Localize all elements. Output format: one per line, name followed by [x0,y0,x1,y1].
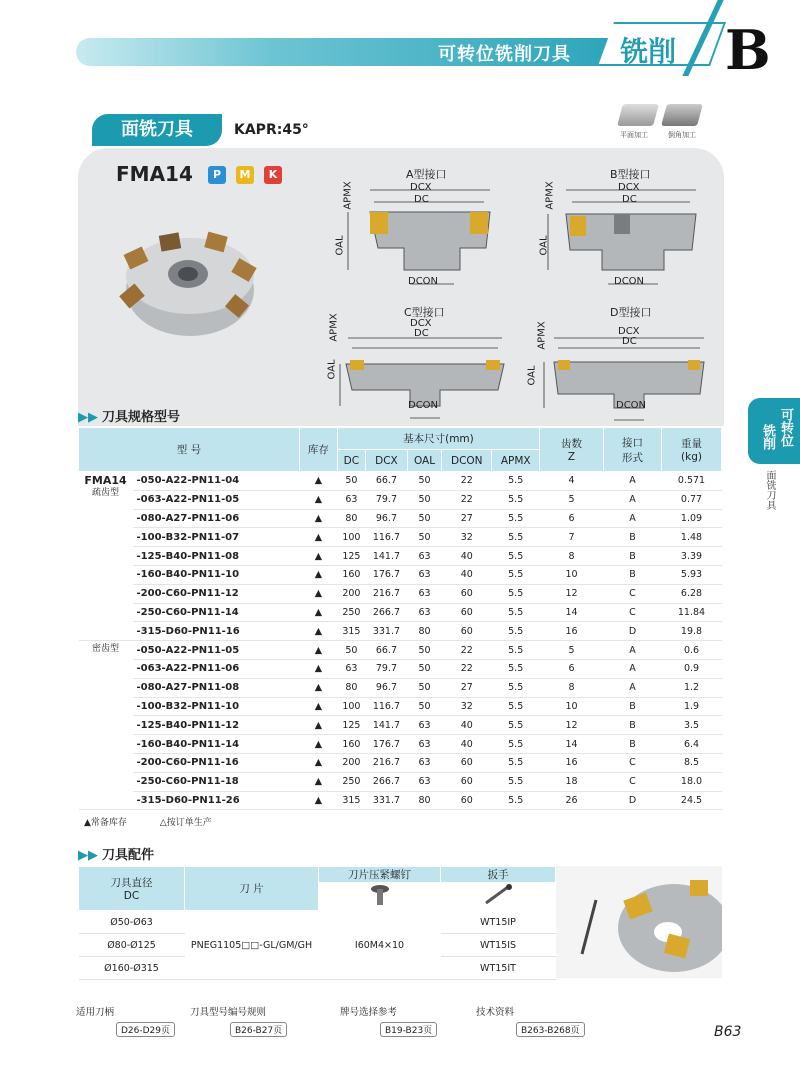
cell-dc: 50 [337,472,365,491]
cell-dc: 80 [337,678,365,697]
cell-dc: 200 [337,753,365,772]
cell-interface: C [604,603,662,622]
cell-weight: 3.39 [662,547,722,566]
cell-weight: 1.09 [662,509,722,528]
cell-apmx: 5.5 [492,565,540,584]
ref-holders-page[interactable]: D26-D29页 [116,1022,175,1037]
table-row [79,547,722,566]
screw-icon [360,883,400,907]
cell-stock: ▲ [299,603,337,622]
cell-weight: 1.2 [662,678,722,697]
cell-oal: 63 [407,565,441,584]
cell-model-code: -125-B40-PN11-08 [133,547,300,566]
diagram-c-title: C型接口 [404,306,445,319]
cell-interface: A [604,659,662,678]
cell-teeth: 14 [540,735,604,754]
cell-weight: 1.48 [662,528,722,547]
cell-dc: 315 [337,622,365,641]
cell-weight: 8.5 [662,753,722,772]
th-weight: 重量 (kg) [662,428,722,472]
cell-apmx: 5.5 [492,603,540,622]
table-row [79,697,722,716]
table-row [79,716,722,735]
cell-interface: A [604,472,662,491]
th-stock: 库存 [299,428,337,472]
table-row [79,490,722,509]
cell-oal: 63 [407,603,441,622]
cell-stock: ▲ [299,547,337,566]
table-row [79,509,722,528]
cell-dcx: 96.7 [365,509,407,528]
cell-dcx: 216.7 [365,753,407,772]
cell-dcon: 32 [442,528,492,547]
cell-apmx: 5.5 [492,697,540,716]
header-letter: B [725,18,771,82]
cell-teeth: 14 [540,603,604,622]
cell-interface: A [604,509,662,528]
cell-stock: ▲ [299,791,337,810]
cell-teeth: 5 [540,490,604,509]
cell-model-code: -200-C60-PN11-16 [133,753,300,772]
cell-dcx: 266.7 [365,603,407,622]
cell-oal: 63 [407,547,441,566]
cell-dc: 100 [337,697,365,716]
cell-interface: A [604,641,662,660]
ref-grade-page[interactable]: B19-B23页 [380,1022,437,1037]
page-number: B63 [714,1024,742,1040]
diagram-b-title: B型接口 [610,168,651,181]
cell-model-code: -125-B40-PN11-12 [133,716,300,735]
th-dcx: DCX [365,450,407,472]
cell-weight: 0.9 [662,659,722,678]
cell-dc: 315 [337,791,365,810]
cell-weight: 0.6 [662,641,722,660]
cell-model-code: -250-C60-PN11-18 [133,772,300,791]
dim-d-dc: DC [622,336,637,347]
dim-b-dcon: DCON [614,276,645,287]
cell-model-code: -200-C60-PN11-12 [133,584,300,603]
table-row [79,735,722,754]
dim-d-dcx: DCX [618,326,640,337]
dim-d-dcon: DCON [616,400,647,411]
cell-apmx: 5.5 [492,735,540,754]
cell-teeth: 16 [540,622,604,641]
cell-stock: ▲ [299,528,337,547]
cell-teeth: 5 [540,641,604,660]
double-arrow-icon: ▶▶ [78,410,98,425]
dim-d-oal: OAL [526,365,538,386]
cell-model-code: -315-D60-PN11-16 [133,622,300,641]
section-title: 面铣刀具 [92,114,222,146]
cell-weight: 0.77 [662,490,722,509]
table-row [79,565,722,584]
cell-apmx: 5.5 [492,641,540,660]
chip-label-flat: 平面加工 [620,131,648,139]
th-apmx: APMX [492,450,540,472]
flat-machining-icon [617,104,659,126]
cell-interface: C [604,584,662,603]
cell-apmx: 5.5 [492,509,540,528]
cell-oal: 63 [407,584,441,603]
acc-dia-3: Ø160-Ø315 [79,957,185,980]
cell-dcon: 40 [442,547,492,566]
cell-weight: 0.571 [662,472,722,491]
cell-dcon: 32 [442,697,492,716]
cell-model-code: -063-A22-PN11-06 [133,659,300,678]
cell-model-code: -315-D60-PN11-26 [133,791,300,810]
cell-interface: A [604,490,662,509]
ref-numbering-page[interactable]: B26-B27页 [230,1022,287,1037]
cell-stock: ▲ [299,641,337,660]
cell-weight: 6.28 [662,584,722,603]
grade-p-badge: P [208,166,226,184]
ref-numbering[interactable]: 刀具型号编号规则 B26-B27页 [190,1004,287,1037]
th-model: 型 号 [79,428,300,472]
acc-dia-2: Ø80-Ø125 [79,934,185,957]
dim-c-apmx: APMX [328,313,340,342]
dim-c-dc: DC [414,328,429,339]
dim-c-dcon: DCON [408,400,439,411]
cell-oal: 50 [407,509,441,528]
cell-stock: ▲ [299,697,337,716]
cell-weight: 18.0 [662,772,722,791]
cell-dcon: 60 [442,622,492,641]
cell-apmx: 5.5 [492,659,540,678]
dim-b-apmx: APMX [544,181,556,210]
cell-weight: 19.8 [662,622,722,641]
th-acc-wrench: 扳手 [441,867,556,883]
cell-apmx: 5.5 [492,490,540,509]
acc-dia-1: Ø50-Ø63 [79,911,185,934]
acc-screw: I60M4×10 [319,911,441,980]
table-row [79,622,722,641]
acc-insert: PNEG1105□□-GL/GM/GH [185,911,319,980]
dim-a-dcon: DCON [408,276,439,287]
cell-dcx: 216.7 [365,584,407,603]
cell-dc: 125 [337,547,365,566]
cell-stock: ▲ [299,659,337,678]
cell-oal: 63 [407,772,441,791]
group-label [79,641,133,810]
dim-b-dcx: DCX [618,182,640,193]
cell-model-code: -080-A27-PN11-08 [133,678,300,697]
cell-dcon: 60 [442,772,492,791]
cell-stock: ▲ [299,622,337,641]
cell-oal: 80 [407,622,441,641]
table-row [79,641,722,660]
cell-stock: ▲ [299,565,337,584]
cell-stock: ▲ [299,678,337,697]
th-acc-insert: 刀 片 [185,867,319,911]
dim-a-apmx: APMX [342,181,354,210]
side-tab[interactable] [748,398,800,464]
ref-tech[interactable]: 技术资料 B263-B268页 [476,1004,585,1037]
cell-apmx: 5.5 [492,547,540,566]
dim-d-apmx: APMX [536,321,548,350]
legend-order: △按订单生产 [159,818,212,828]
cell-dc: 63 [337,659,365,678]
cell-dc: 250 [337,603,365,622]
cell-dcon: 27 [442,509,492,528]
group-sub: 密齿型 [91,644,119,655]
cell-teeth: 6 [540,659,604,678]
table-row [79,678,722,697]
cell-dc: 250 [337,772,365,791]
cell-stock: ▲ [299,735,337,754]
stock-legend [84,815,242,828]
cell-weight: 24.5 [662,791,722,810]
model-name: FMA14 [116,162,193,186]
cell-model-code: -063-A22-PN11-05 [133,490,300,509]
cell-oal: 50 [407,659,441,678]
cell-oal: 50 [407,641,441,660]
cell-dcon: 40 [442,716,492,735]
table-row [79,659,722,678]
cell-dcon: 22 [442,641,492,660]
acc-wrench-1: WT15IP [441,911,556,934]
cell-interface: C [604,753,662,772]
spec-table [78,427,722,810]
spec-body [79,472,722,810]
th-dc: DC [337,450,365,472]
diagram-d-title: D型接口 [610,306,652,319]
cell-dcx: 66.7 [365,472,407,491]
cell-apmx: 5.5 [492,753,540,772]
cell-dcx: 79.7 [365,659,407,678]
cell-stock: ▲ [299,584,337,603]
cell-dcon: 60 [442,753,492,772]
cell-stock: ▲ [299,490,337,509]
cell-weight: 5.93 [662,565,722,584]
cell-interface: C [604,772,662,791]
table-row [79,791,722,810]
cell-dcon: 60 [442,584,492,603]
dim-b-oal: OAL [538,235,550,256]
ref-tech-page[interactable]: B263-B268页 [516,1022,585,1037]
cell-apmx: 5.5 [492,472,540,491]
table-row [79,772,722,791]
cell-model-code: -100-B32-PN11-07 [133,528,300,547]
th-acc-screw: 刀片压紧螺钉 [319,867,441,883]
cell-interface: B [604,735,662,754]
cell-dcx: 266.7 [365,772,407,791]
table-row [79,753,722,772]
dim-c-oal: OAL [326,359,338,380]
cell-oal: 80 [407,791,441,810]
dim-a-dcx: DCX [410,182,432,193]
cell-dc: 80 [337,509,365,528]
cell-teeth: 7 [540,528,604,547]
cell-oal: 63 [407,735,441,754]
cell-dcx: 116.7 [365,528,407,547]
chip-label-chamfer: 倒角加工 [668,131,696,139]
cell-interface: B [604,547,662,566]
cell-apmx: 5.5 [492,791,540,810]
table-row [79,472,722,491]
screw-image-cell [319,883,441,911]
table-row [79,603,722,622]
side-tab-col2: 可转位 [778,408,793,447]
cell-oal: 63 [407,753,441,772]
cell-stock: ▲ [299,772,337,791]
cell-dc: 125 [337,716,365,735]
cell-oal: 50 [407,490,441,509]
group-sub: 疏齿型 [91,488,119,498]
cell-interface: B [604,716,662,735]
cell-apmx: 5.5 [492,528,540,547]
group-label [79,472,133,641]
cell-dcx: 331.7 [365,622,407,641]
cell-dc: 200 [337,584,365,603]
cell-dcx: 141.7 [365,547,407,566]
cell-dcon: 40 [442,735,492,754]
cell-apmx: 5.5 [492,716,540,735]
cell-apmx: 5.5 [492,772,540,791]
grade-k-badge: K [264,166,282,184]
cell-stock: ▲ [299,472,337,491]
cell-dcon: 22 [442,490,492,509]
th-interface: 接口 形式 [604,428,662,472]
th-teeth: 齿数 Z [540,428,604,472]
wrench-icon [478,883,518,907]
cell-oal: 50 [407,678,441,697]
side-tab-col1: 铣削 [760,424,775,450]
cell-weight: 11.84 [662,603,722,622]
cell-teeth: 10 [540,565,604,584]
cell-apmx: 5.5 [492,584,540,603]
header-title: 可转位铣削刀具 [438,44,571,65]
cell-oal: 50 [407,697,441,716]
cell-model-code: -160-B40-PN11-14 [133,735,300,754]
grade-m-badge: M [236,166,254,184]
header-section: 铣削 [620,35,677,68]
accessory-table [78,866,556,980]
cell-dcx: 176.7 [365,565,407,584]
cell-dc: 160 [337,735,365,754]
cell-oal: 50 [407,472,441,491]
cell-teeth: 4 [540,472,604,491]
cell-weight: 1.9 [662,697,722,716]
th-dcon: DCON [442,450,492,472]
cell-teeth: 26 [540,791,604,810]
dim-b-dc: DC [622,194,637,205]
cell-teeth: 18 [540,772,604,791]
dim-c-dcx: DCX [410,318,432,329]
wrench-image-cell [441,883,556,911]
cell-model-code: -100-B32-PN11-10 [133,697,300,716]
cell-dc: 160 [337,565,365,584]
acc-wrench-3: WT15IT [441,957,556,980]
th-oal: OAL [407,450,441,472]
th-acc-dia: 刀具直径 DC [79,867,185,911]
dim-a-dc: DC [414,194,429,205]
diagram-a-title: A型接口 [406,168,447,181]
table-row [79,584,722,603]
spec-subtitle: ▶▶ 刀具规格型号 [78,410,181,425]
cell-dc: 50 [337,641,365,660]
th-base-dims: 基本尺寸(mm) [337,428,539,450]
cell-apmx: 5.5 [492,678,540,697]
tool-photo [108,218,272,348]
cell-interface: D [604,791,662,810]
group-main: FMA14 [84,474,127,487]
cell-stock: ▲ [299,509,337,528]
cell-dcx: 79.7 [365,490,407,509]
accessory-subtitle: ▶▶ 刀具配件 [78,848,155,863]
cell-stock: ▲ [299,753,337,772]
cell-model-code: -160-B40-PN11-10 [133,565,300,584]
cell-dcx: 331.7 [365,791,407,810]
cell-model-code: -050-A22-PN11-04 [133,472,300,491]
acc-wrench-2: WT15IS [441,934,556,957]
cell-dcx: 96.7 [365,678,407,697]
cell-teeth: 8 [540,547,604,566]
cell-dcon: 40 [442,565,492,584]
cell-interface: A [604,678,662,697]
accessory-photo [556,866,722,978]
cell-interface: B [604,697,662,716]
cell-teeth: 12 [540,716,604,735]
ref-grade[interactable]: 牌号选择参考 B19-B23页 [340,1004,437,1037]
cell-weight: 3.5 [662,716,722,735]
cell-apmx: 5.5 [492,622,540,641]
cell-teeth: 6 [540,509,604,528]
cell-model-code: -050-A22-PN11-05 [133,641,300,660]
cell-model-code: -080-A27-PN11-06 [133,509,300,528]
kapr-label: KAPR:45° [234,122,309,138]
cell-oal: 50 [407,528,441,547]
cell-dc: 63 [337,490,365,509]
cell-teeth: 16 [540,753,604,772]
cell-teeth: 12 [540,584,604,603]
cell-dcon: 60 [442,791,492,810]
legend-stock: ▲常备库存 [84,818,127,828]
ref-holders[interactable]: 适用刀柄 D26-D29页 [76,1004,175,1037]
dim-a-oal: OAL [334,235,346,256]
cell-interface: B [604,528,662,547]
cell-dc: 100 [337,528,365,547]
cell-interface: D [604,622,662,641]
table-row [79,528,722,547]
double-arrow-icon: ▶▶ [78,848,98,863]
cell-dcon: 27 [442,678,492,697]
cell-dcx: 116.7 [365,697,407,716]
cell-stock: ▲ [299,716,337,735]
cell-dcon: 60 [442,603,492,622]
cell-weight: 6.4 [662,735,722,754]
cell-oal: 63 [407,716,441,735]
cell-dcx: 66.7 [365,641,407,660]
cell-interface: B [604,565,662,584]
cell-dcx: 141.7 [365,716,407,735]
cell-dcx: 176.7 [365,735,407,754]
cell-teeth: 10 [540,697,604,716]
cell-teeth: 8 [540,678,604,697]
cell-model-code: -250-C60-PN11-14 [133,603,300,622]
side-tab-sub: 面铣刀具 [764,470,775,510]
cell-dcon: 22 [442,472,492,491]
chamfer-machining-icon [661,104,703,126]
cell-dcon: 22 [442,659,492,678]
